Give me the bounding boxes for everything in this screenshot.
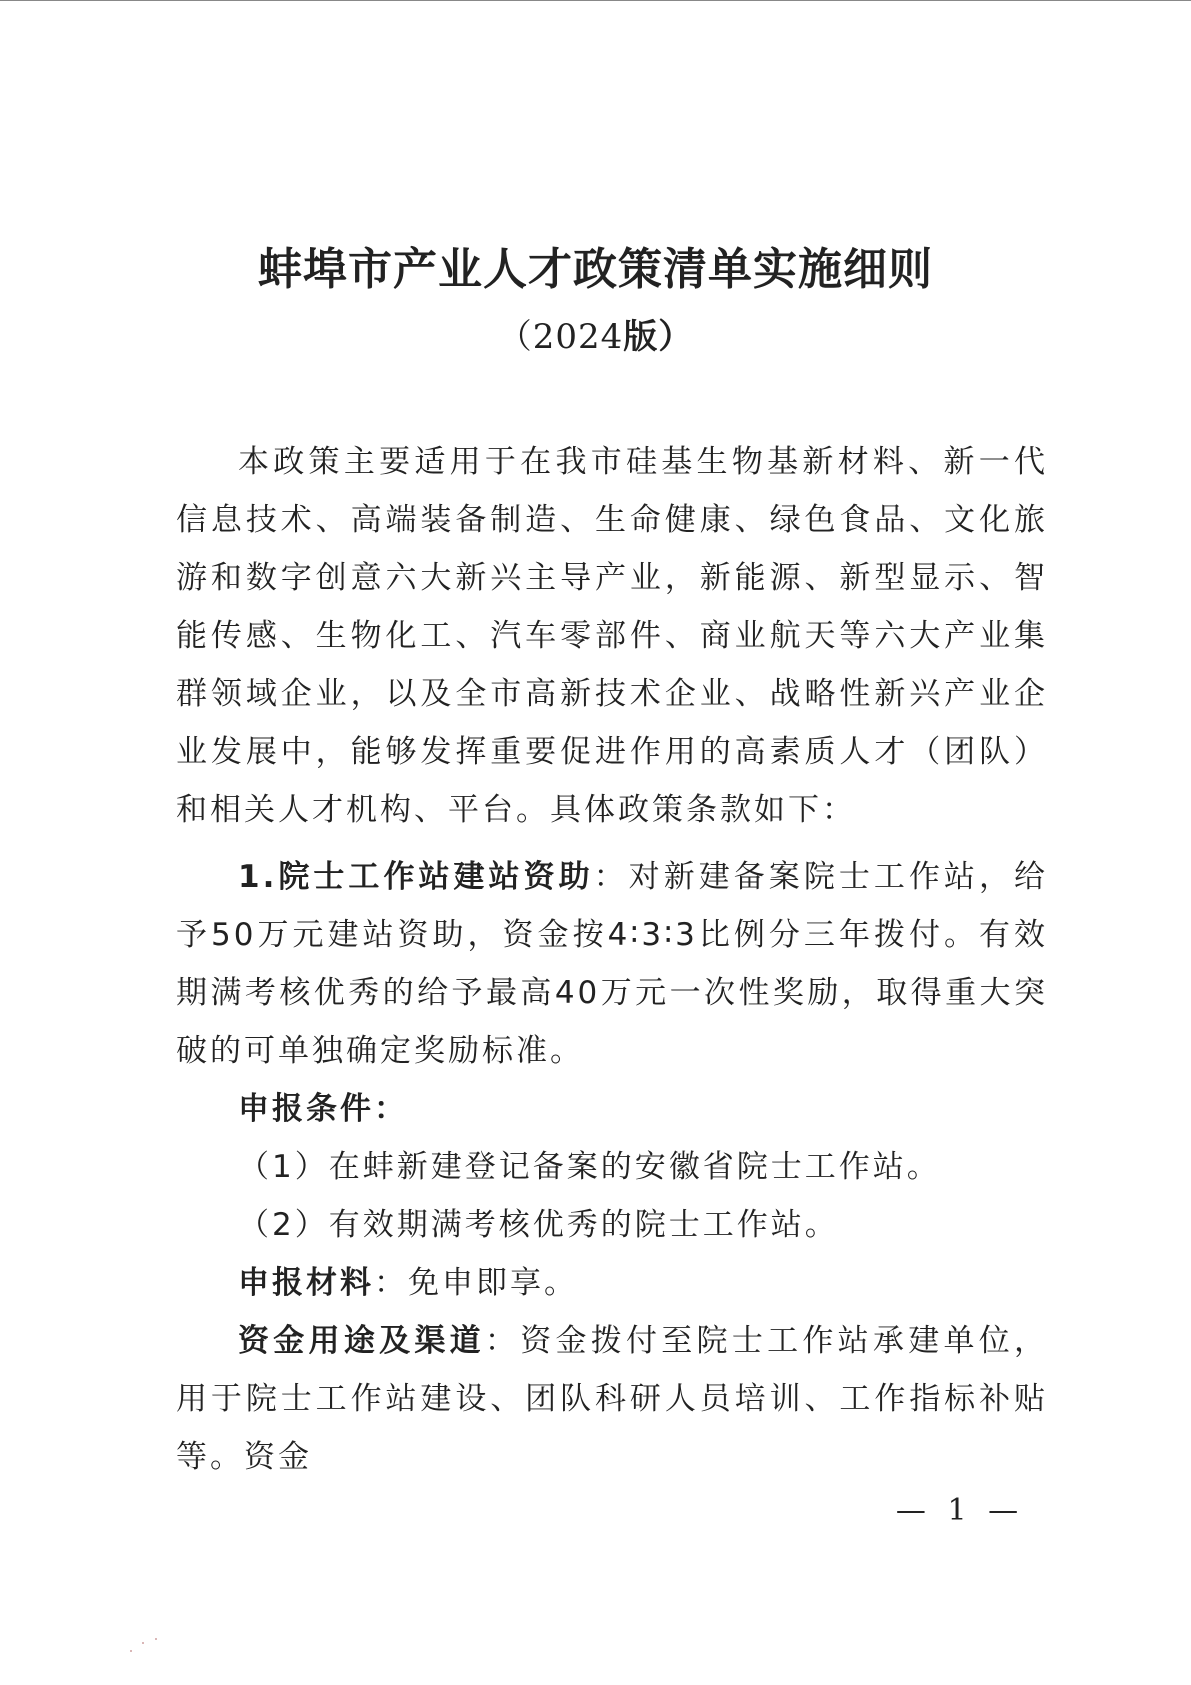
section-1-paragraph [176,848,1048,1080]
materials-text: ：免申即享。 [374,1265,578,1301]
condition-item-1: （1）在蚌新建登记备案的安徽省院士工作站。 [238,1149,941,1185]
intro-paragraph: 本政策主要适用于在我市硅基生物基新材料、新一代信息技术、高端装备制造、生命健康、绿色食品、文化旅游和数字创意六大新兴主导产业，新能源、新型显示、智能传感、生物化工、汽车零部件、商业航天等六大产业集群领域企业，以及全市高新技术企业、战略性新兴产业企业发展中，能够发挥重要促进作用的高素质人才（团队）和相关人才机构、平台。具体政策条款如下： [176,444,1048,828]
funds-paragraph [176,1312,1048,1486]
page-top-edge [0,0,1191,1]
scan-speck [142,1642,144,1644]
scan-speck [130,1650,132,1652]
funds-text: ：资金拨付至院士工作站承建单位，用于院士工作站建设、团队科研人员培训、工作指标补贴等。资金 [176,1323,1049,1475]
intro-block [176,433,1048,839]
scan-speck [155,1638,157,1640]
conditions-heading: 申报条件 [238,1091,374,1127]
funds-heading: 资金用途及渠道 [238,1323,485,1359]
section-1-heading: 1.院士工作站建站资助 [238,859,594,895]
subtitle-suffix: 版） [623,317,694,357]
conditions-heading-line [176,1080,1048,1138]
section-1-text: ：对新建备案院士工作站，给予50万元建站资助，资金按4∶3∶3比例分三年拨付。有效期满考核优秀的给予最高40万元一次性奖励，取得重大突破的可单独确定奖励标准。 [176,859,1048,1069]
document-title: 蚌埠市产业人才政策清单实施细则 [258,244,933,295]
condition-item-2: （2）有效期满考核优秀的院士工作站。 [238,1207,839,1243]
page-number: — 1 — [895,1493,1025,1528]
conditions-colon: ： [374,1091,408,1127]
document-subtitle [0,312,1191,362]
materials-heading: 申报材料 [238,1265,374,1301]
section-1-block [176,848,1048,1486]
subtitle-year: （2024 [497,317,624,357]
materials-line [176,1254,1048,1312]
